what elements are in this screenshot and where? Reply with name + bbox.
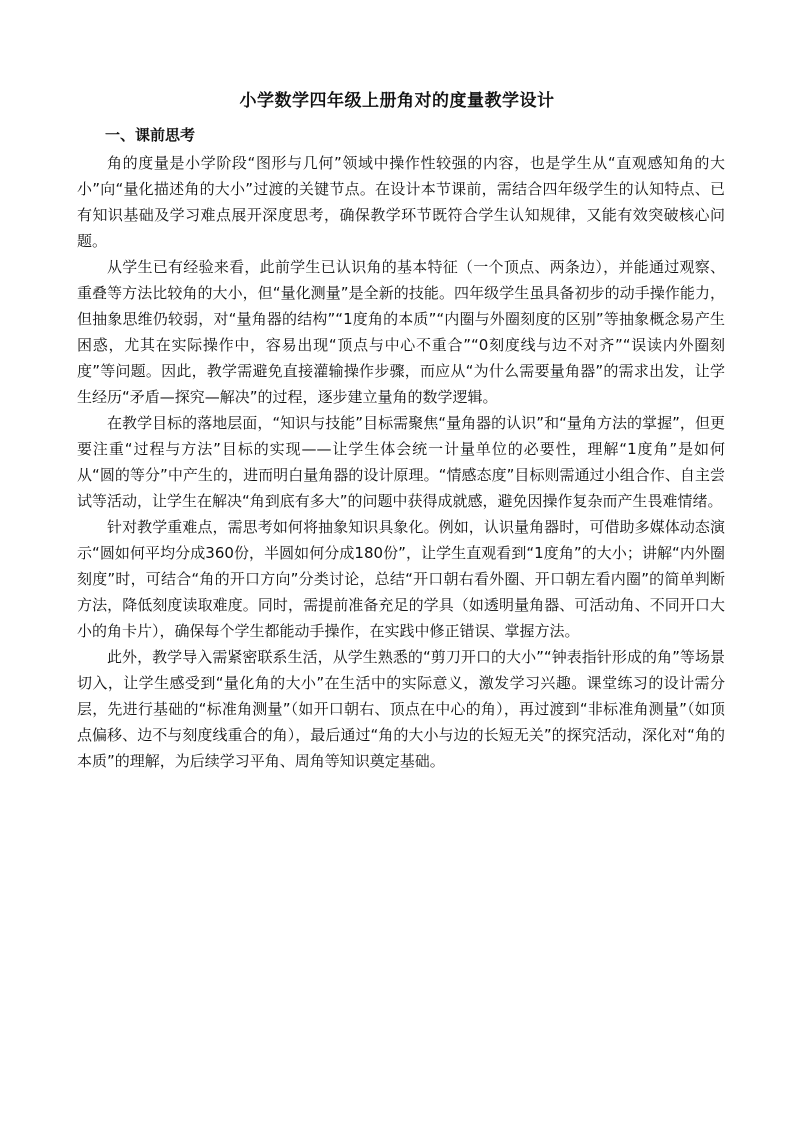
document-title: 小学数学四年级上册角对的度量教学设计 <box>239 91 555 111</box>
paragraph: 从学生已有经验来看，此前学生已认识角的基本特征（一个顶点、两条边），并能通过观察、重叠等方法比较角的大小，但“量化测量”是全新的技能。四年级学生虽具备初步的动手操作能力，但抽象思维仍较弱，对“量角器的结构”“1度角的本质”“内圈与外圈刻度的区别”等抽象概念易产生困惑，尤其在实际操作中，容易出现“顶点与中心不重合”“0刻度线与边不对齐”“误读内外圈刻度”等问题。因此，教学需避免直接灌输操作步骤，而应从“为什么需要量角器”的需求出发，让学生经历“矛盾—探究—解决”的过程，逐步建立量角的数学逻辑。 <box>77 258 725 406</box>
paragraph: 针对教学重难点，需思考如何将抽象知识具象化。例如，认识量角器时，可借助多媒体动态演示“圆如何平均分成360份，半圆如何分成180份”，让学生直观看到“1度角”的大小；讲解“内外圈刻度”时，可结合“角的开口方向”分类讨论，总结“开口朝右看外圈、开口朝左看内圈”的简单判断方法，降低刻度读取难度。同时，需提前准备充足的学具（如透明量角器、可活动角、不同开口大小的角卡片），确保每个学生都能动手操作，在实践中修正错误、掌握方法。 <box>77 518 725 640</box>
paragraph: 在教学目标的落地层面，“知识与技能”目标需聚焦“量角器的认识”和“量角方法的掌握”，但更要注重“过程与方法”目标的实现——让学生体会统一计量单位的必要性，理解“1度角”是如何从“圆的等分”中产生的，进而明白量角器的设计原理。“情感态度”目标则需通过小组合作、自主尝试等活动，让学生在解决“角到底有多大”的问题中获得成就感，避免因操作复杂而产生畏难情绪。 <box>77 414 725 510</box>
section-heading: 一、课前思考 <box>105 126 196 144</box>
paragraph: 此外，教学导入需紧密联系生活，从学生熟悉的“剪刀开口的大小”“钟表指针形成的角”等场景切入，让学生感受到“量化角的大小”在生活中的实际意义，激发学习兴趣。课堂练习的设计需分层，先进行基础的“标准角测量”（如开口朝右、顶点在中心的角），再过渡到“非标准角测量”（如顶点偏移、边不与刻度线重合的角），最后通过“角的大小与边的长短无关”的探究活动，深化对“角的本质”的理解，为后续学习平角、周角等知识奠定基础。 <box>77 648 725 770</box>
paragraph: 角的度量是小学阶段“图形与几何”领域中操作性较强的内容，也是学生从“直观感知角的大小”向“量化描述角的大小”过渡的关键节点。在设计本节课前，需结合四年级学生的认知特点、已有知识基础及学习难点展开深度思考，确保教学环节既符合学生认知规律，又能有效突破核心问题。 <box>77 154 725 250</box>
document-body <box>77 150 725 774</box>
